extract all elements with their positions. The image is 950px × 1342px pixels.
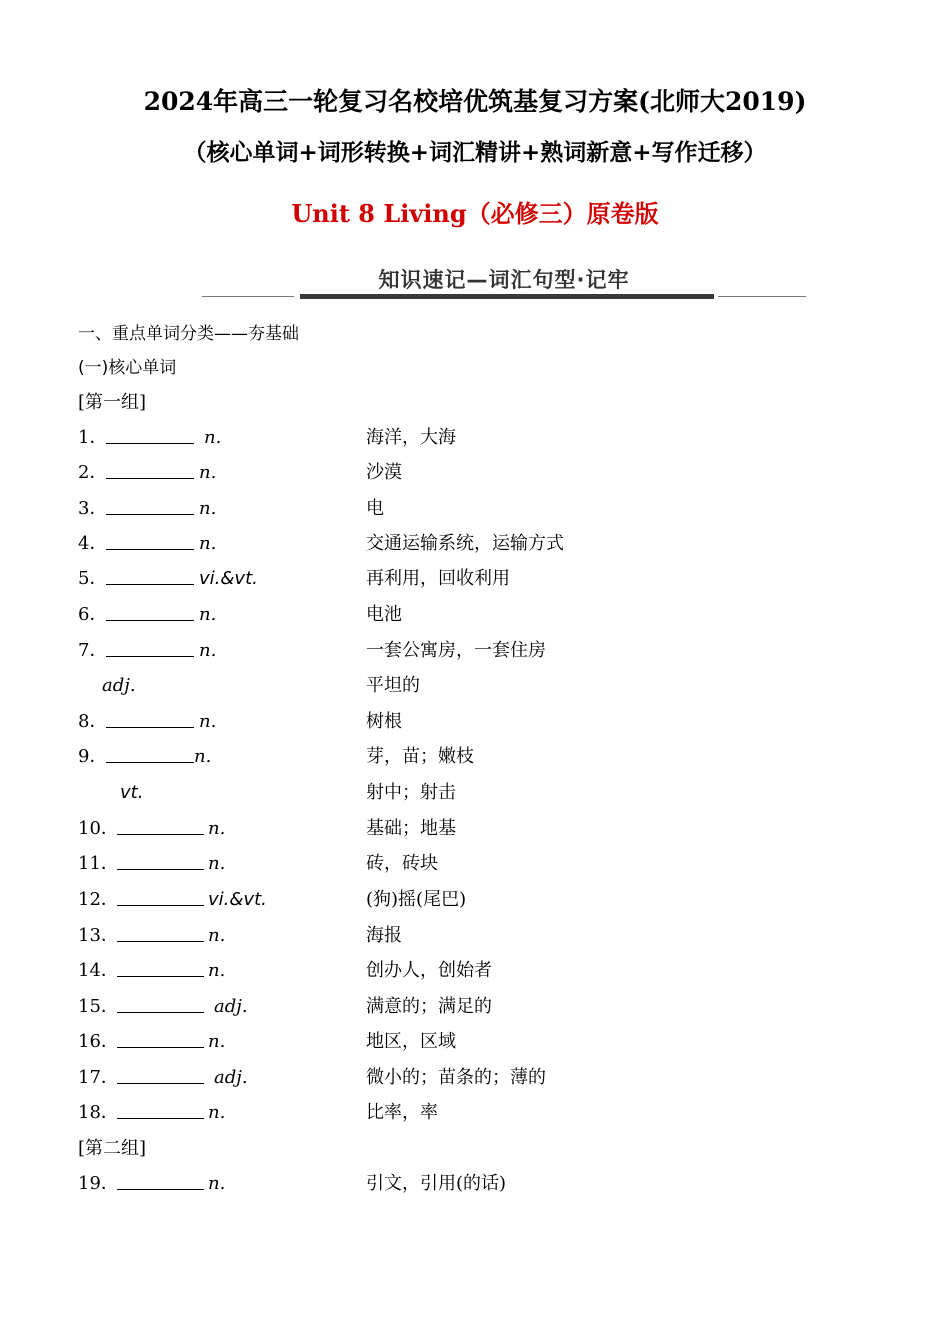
word-row <box>78 427 898 451</box>
answer-blank[interactable] <box>117 1102 204 1119</box>
answer-blank[interactable] <box>117 996 204 1013</box>
word-number: 18． <box>78 1102 119 1123</box>
part-of-speech: vt. <box>120 782 144 803</box>
word-row <box>78 711 898 735</box>
banner-line-left <box>202 296 294 297</box>
part-of-speech: adj. <box>214 1067 248 1088</box>
word-row <box>78 462 898 486</box>
answer-blank[interactable] <box>117 960 204 977</box>
part-of-speech: n. <box>199 711 217 732</box>
word-meaning: 平坦的 <box>366 675 420 696</box>
banner-line-center <box>300 294 714 299</box>
word-row <box>78 853 898 877</box>
document-subtitle: （核心单词+词形转换+词汇精讲+熟词新意+写作迁移） <box>183 139 767 166</box>
part-of-speech: n. <box>199 462 217 483</box>
part-of-speech: n. <box>199 640 217 661</box>
word-number: 7． <box>78 640 108 661</box>
section-banner <box>200 258 808 306</box>
word-meaning: 基础；地基 <box>366 818 456 839</box>
word-meaning: 比率，率 <box>366 1102 438 1123</box>
word-meaning: 微小的；苗条的；薄的 <box>366 1067 546 1088</box>
word-meaning: 电池 <box>366 604 402 625</box>
part-of-speech: n. <box>194 746 212 767</box>
word-meaning: 引文，引用(的话) <box>366 1173 507 1194</box>
part-of-speech: n. <box>208 925 226 946</box>
answer-blank[interactable] <box>106 604 194 621</box>
part-of-speech: n. <box>208 960 226 981</box>
word-row <box>78 533 898 557</box>
answer-blank[interactable] <box>117 853 204 870</box>
part-of-speech: n. <box>208 853 226 874</box>
answer-blank[interactable] <box>117 1031 204 1048</box>
word-number: 1． <box>78 427 108 448</box>
word-meaning: 交通运输系统，运输方式 <box>366 533 564 554</box>
word-meaning: 树根 <box>366 711 402 732</box>
unit-title: Unit 8 Living（必修三）原卷版 <box>291 199 659 228</box>
part-of-speech: vi.&vt. <box>208 889 267 910</box>
group-label-2: [第二组] <box>78 1138 147 1159</box>
word-row <box>78 818 898 842</box>
answer-blank[interactable] <box>106 498 194 515</box>
answer-blank[interactable] <box>117 925 204 942</box>
word-row <box>78 1102 898 1126</box>
part-of-speech: n. <box>199 604 217 625</box>
word-number: 15． <box>78 996 119 1017</box>
word-meaning: 海洋，大海 <box>366 427 456 448</box>
answer-blank[interactable] <box>117 818 204 835</box>
part-of-speech: adj. <box>214 996 248 1017</box>
part-of-speech: n. <box>204 427 222 448</box>
word-number: 8． <box>78 711 108 732</box>
word-row <box>78 746 898 770</box>
part-of-speech: vi.&vt. <box>199 568 258 589</box>
banner-line-right <box>718 296 806 297</box>
word-number: 9． <box>78 746 108 767</box>
word-meaning: 满意的；满足的 <box>366 996 492 1017</box>
word-row <box>78 498 898 522</box>
word-meaning: 沙漠 <box>366 462 402 483</box>
word-meaning: 海报 <box>366 925 402 946</box>
group-label-1: [第一组] <box>78 392 147 413</box>
word-row <box>78 889 898 913</box>
answer-blank[interactable] <box>117 1173 204 1190</box>
answer-blank[interactable] <box>106 640 194 657</box>
part-of-speech: n. <box>199 498 217 519</box>
word-meaning: 电 <box>366 498 384 519</box>
document-title: 2024年高三一轮复习名校培优筑基复习方案(北师大2019) <box>143 87 807 116</box>
answer-blank[interactable] <box>106 533 194 550</box>
part-of-speech: adj. <box>102 675 136 696</box>
word-meaning: 创办人，创始者 <box>366 960 492 981</box>
word-row <box>78 1067 898 1091</box>
word-meaning: 一套公寓房，一套住房 <box>366 640 546 661</box>
section-heading: 一、重点单词分类——夯基础 <box>78 324 299 344</box>
answer-blank[interactable] <box>106 568 194 585</box>
part-of-speech: n. <box>208 1173 226 1194</box>
word-row <box>78 960 898 984</box>
answer-blank[interactable] <box>106 746 194 763</box>
word-row <box>78 604 898 628</box>
answer-blank[interactable] <box>117 1067 204 1084</box>
word-row <box>78 640 898 664</box>
word-number: 4． <box>78 533 108 554</box>
word-number: 10． <box>78 818 119 839</box>
word-row <box>78 568 898 592</box>
part-of-speech: n. <box>208 1031 226 1052</box>
word-number: 11． <box>78 853 119 874</box>
part-of-speech: n. <box>208 1102 226 1123</box>
word-meaning: (狗)摇(尾巴) <box>366 889 467 910</box>
word-meaning: 再利用，回收利用 <box>366 568 510 589</box>
word-row <box>78 1173 898 1197</box>
word-number: 14． <box>78 960 119 981</box>
word-row <box>78 1031 898 1055</box>
answer-blank[interactable] <box>106 462 194 479</box>
word-number: 16． <box>78 1031 119 1052</box>
word-meaning: 芽，苗；嫩枝 <box>366 746 474 767</box>
part-of-speech: n. <box>208 818 226 839</box>
word-row <box>78 925 898 949</box>
word-number: 12． <box>78 889 119 910</box>
word-number: 13． <box>78 925 119 946</box>
word-meaning: 砖，砖块 <box>366 853 438 874</box>
word-number: 6． <box>78 604 108 625</box>
answer-blank[interactable] <box>106 711 194 728</box>
word-row <box>78 782 898 806</box>
word-number: 3． <box>78 498 108 519</box>
word-meaning: 射中；射击 <box>366 782 456 803</box>
word-meaning: 地区，区域 <box>366 1031 456 1052</box>
word-row <box>78 996 898 1020</box>
word-number: 19． <box>78 1173 119 1194</box>
word-number: 5． <box>78 568 108 589</box>
word-row <box>78 675 898 699</box>
answer-blank[interactable] <box>106 427 194 444</box>
banner-text: 知识速记—词汇句型·记牢 <box>378 268 630 292</box>
section-subheading: (一)核心单词 <box>78 358 177 378</box>
answer-blank[interactable] <box>117 889 204 906</box>
part-of-speech: n. <box>199 533 217 554</box>
word-number: 17． <box>78 1067 119 1088</box>
word-number: 2． <box>78 462 108 483</box>
